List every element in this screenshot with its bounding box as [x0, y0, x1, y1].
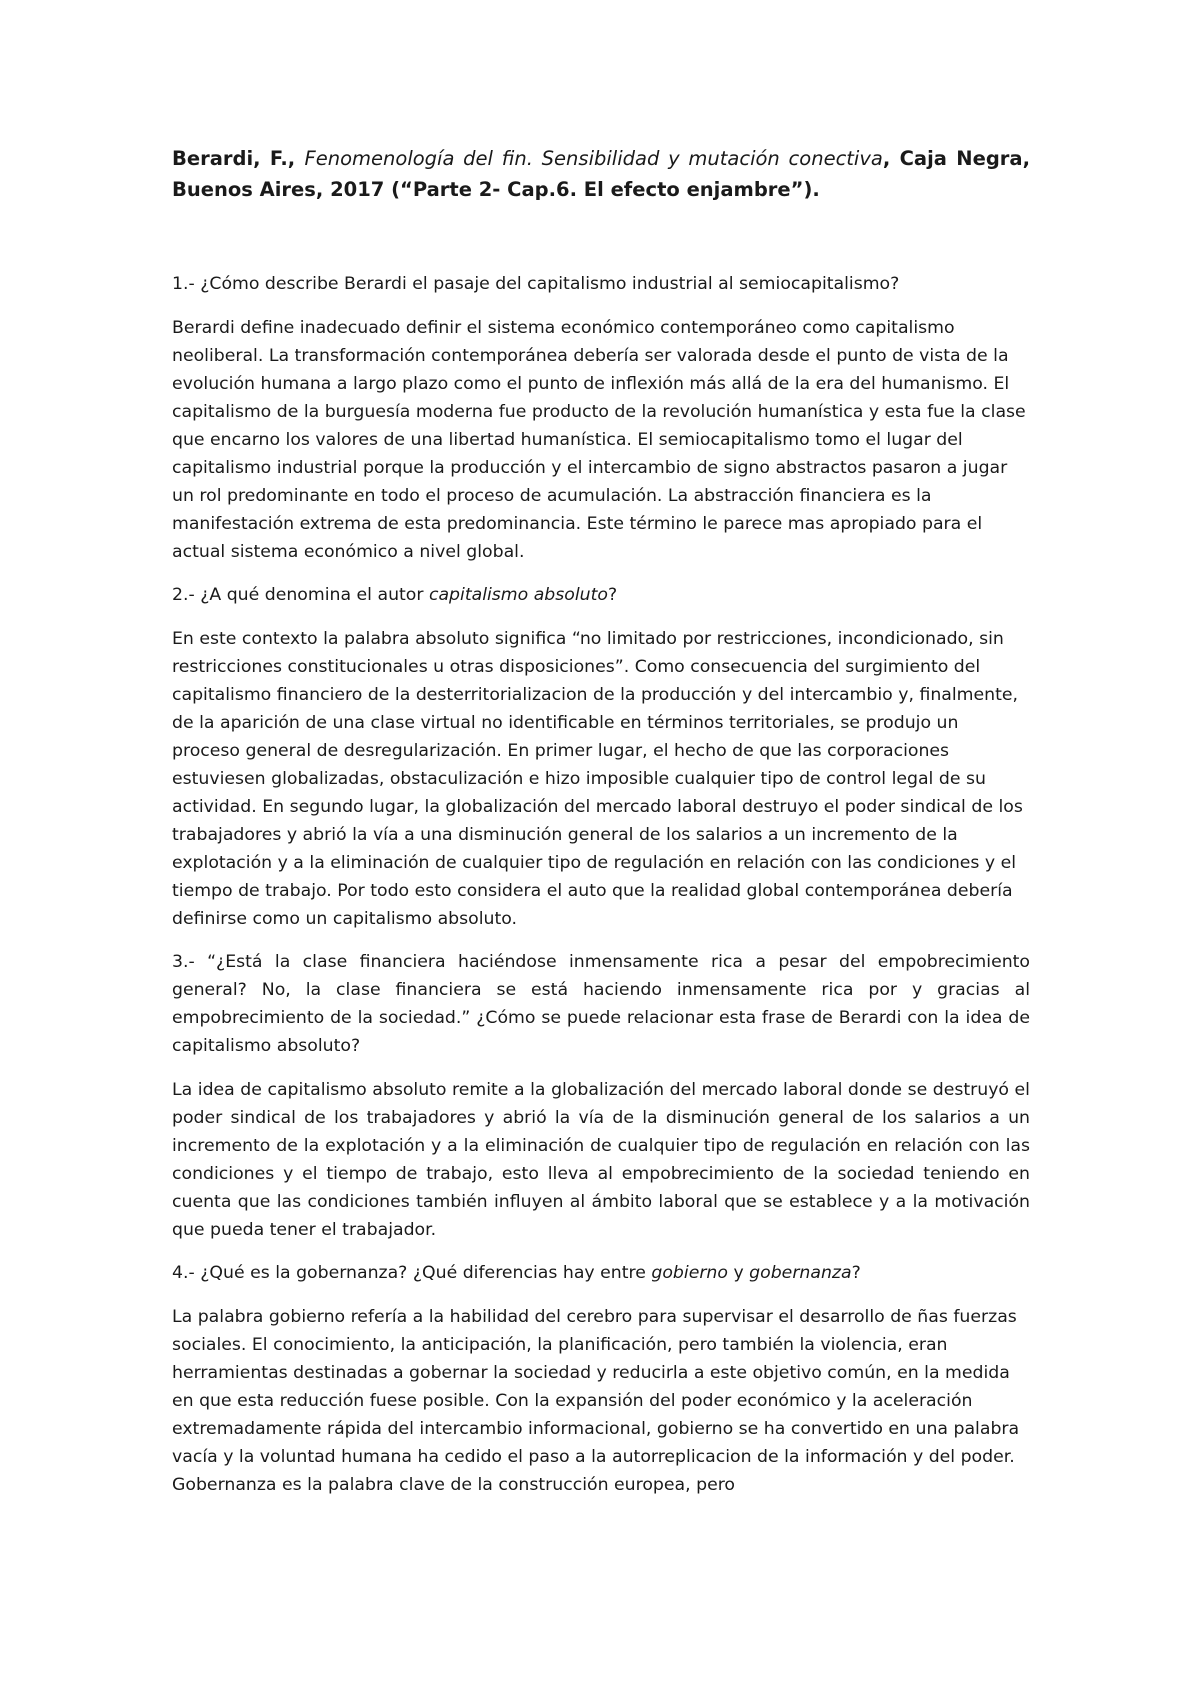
- question-2-prefix: 2.- ¿A qué denomina el autor: [172, 585, 429, 605]
- question-4: [172, 1259, 1030, 1287]
- question-4-term-gobernanza: gobernanza: [749, 1263, 852, 1283]
- document-title: [172, 143, 1030, 205]
- answer-4: La palabra gobierno refería a la habilidad del cerebro para supervisar el desarrollo de ñas fuerzas sociales. El conocimiento, la anticipación, la planificación, pero también la violencia, eran herramientas destinadas a gobernar la sociedad y reducirla a este objetivo común, en la medida en que esta reducción fuese posible. Con la expansión del poder económico y la aceleración extremadamente rápida del intercambio informacional, gobierno se ha convertido en una palabra vacía y la voluntad humana ha cedido el paso a la autorreplicacion de la información y del poder. Gobernanza es la palabra clave de la construcción europea, pero: [172, 1307, 1020, 1495]
- question-4-term-gobierno: gobierno: [651, 1263, 728, 1283]
- question-1: 1.- ¿Cómo describe Berardi el pasaje del capitalismo industrial al semiocapitalismo?: [172, 274, 900, 294]
- question-4-prefix: 4.- ¿Qué es la gobernanza? ¿Qué diferencias hay entre: [172, 1263, 652, 1283]
- document-body: [172, 143, 1030, 1514]
- question-2-term: capitalismo absoluto: [428, 585, 608, 605]
- question-2: [172, 581, 1030, 609]
- answer-3: La idea de capitalismo absoluto remite a la globalización del mercado laboral donde se destruyó el poder sindical de los trabajadores y abrió la vía de la disminución general de los salarios a un incremento de la explotación y a la eliminación de cualquier tipo de regulación en relación con las condiciones y el tiempo de trabajo, esto lleva al empobrecimiento de la sociedad teniendo en cuenta que las condiciones también influyen al ámbito laboral que se establece y a la motivación que pueda tener el trabajador.: [172, 1080, 1030, 1240]
- title-publisher: , Caja Negra, Buenos Aires, 2017 (“Parte 2- Cap.6. El efecto enjambre”).: [172, 147, 1030, 201]
- question-4-suffix: ?: [851, 1263, 861, 1283]
- title-book: Fenomenología del fin. Sensibilidad y mutación conectiva: [304, 147, 883, 170]
- question-4-mid: y: [727, 1263, 750, 1283]
- question-2-suffix: ?: [607, 585, 618, 605]
- title-author: Berardi, F.,: [172, 147, 305, 170]
- answer-2: En este contexto la palabra absoluto significa “no limitado por restricciones, incondicionado, sin restricciones constitucionales u otras disposiciones”. Como consecuencia del surgimiento del capitalismo financiero de la desterritorializacion de la producción y del intercambio y, finalmente, de la aparición de una clase virtual no identificable en términos territoriales, se produjo un proceso general de desregularización. En primer lugar, el hecho de que las corporaciones estuviesen globalizadas, obstaculización e hizo imposible cualquier tipo de control legal de su actividad. En segundo lugar, la globalización del mercado laboral destruyo el poder sindical de los trabajadores y abrió la vía a una disminución general de los salarios a un incremento de la explotación y a la eliminación de cualquier tipo de regulación en relación con las condiciones y el tiempo de trabajo. Por todo esto considera el auto que la realidad global contemporánea debería definirse como un capitalismo absoluto.: [172, 629, 1023, 929]
- answer-1: Berardi define inadecuado definir el sistema económico contemporáneo como capitalismo neoliberal. La transformación contemporánea debería ser valorada desde el punto de vista de la evolución humana a largo plazo como el punto de inflexión más allá de la era del humanismo. El capitalismo de la burguesía moderna fue producto de la revolución humanística y esta fue la clase que encarno los valores de una libertad humanística. El semiocapitalismo tomo el lugar del capitalismo industrial porque la producción y el intercambio de signo abstractos pasaron a jugar un rol predominante en todo el proceso de acumulación. La abstracción financiera es la manifestación extrema de esta predominancia. Este término le parece mas apropiado para el actual sistema económico a nivel global.: [172, 318, 1026, 562]
- question-3: 3.- “¿Está la clase financiera haciéndose inmensamente rica a pesar del empobrecimiento general? No, la clase financiera se está haciendo inmensamente rica por y gracias al empobrecimiento de la sociedad.” ¿Cómo se puede relacionar esta frase de Berardi con la idea de capitalismo absoluto?: [172, 952, 1030, 1056]
